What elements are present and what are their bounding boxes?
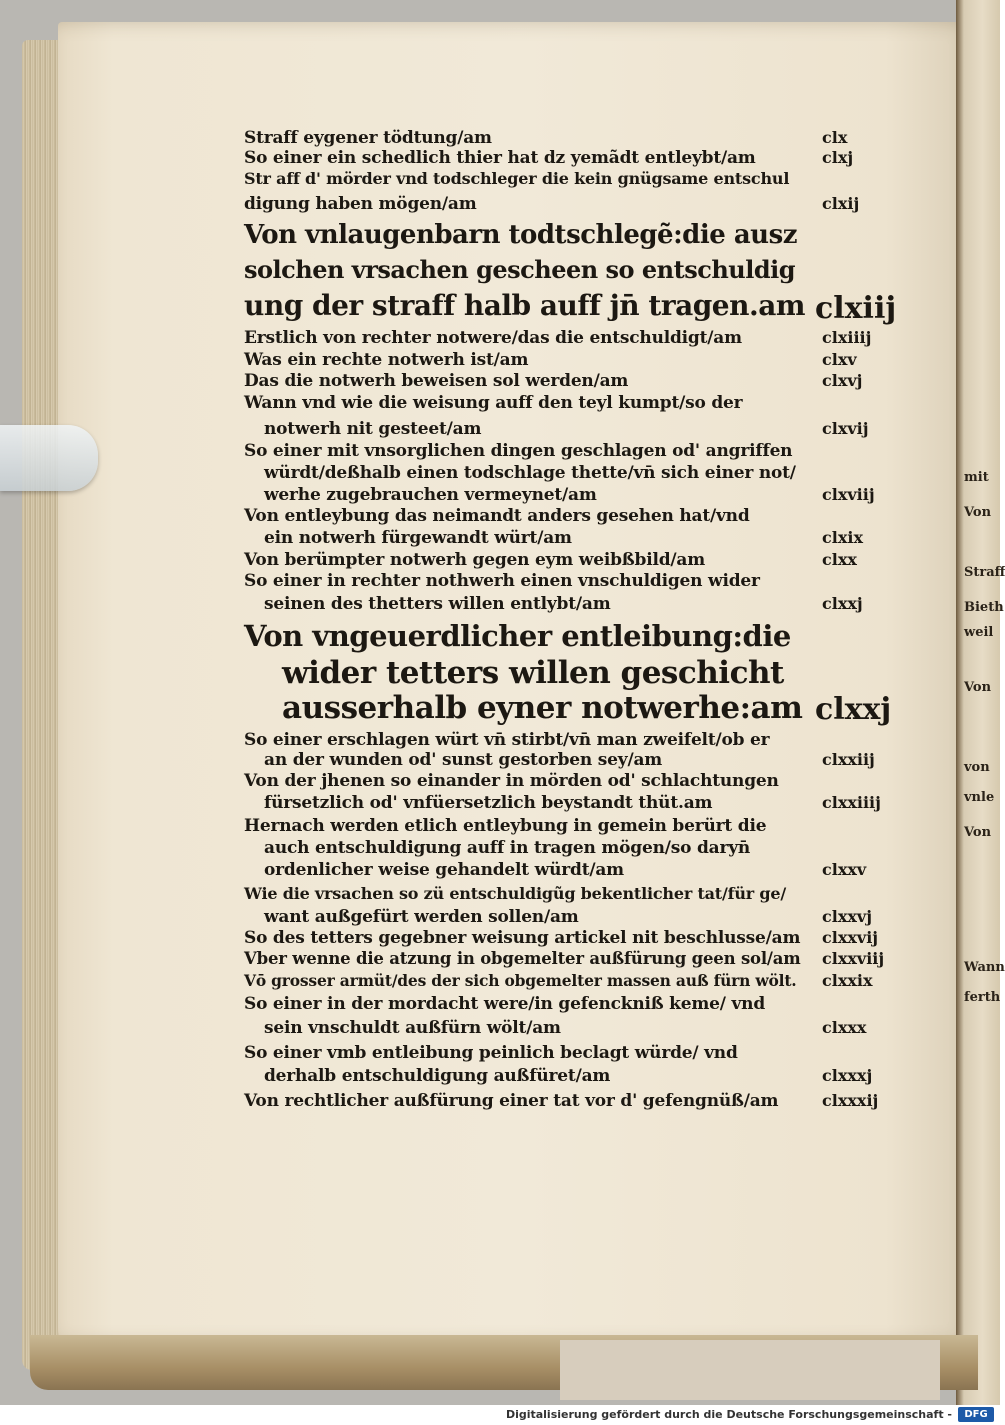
register-entry: Erstlich von rechter notwere/das die entschuldigt/am <box>244 328 742 348</box>
page-reference: clxvij <box>822 419 869 438</box>
register-entry: So einer ein schedlich thier hat dz yemãdt entleybt/am <box>244 148 756 168</box>
page-reference: clxxxij <box>822 1091 879 1110</box>
register-entry: werhe zugebrauchen vermeynet/am <box>264 485 597 505</box>
page-reference: clxviij <box>822 485 875 504</box>
section-heading: wider tetters willen geschicht <box>282 655 784 691</box>
page-reference: clxj <box>822 148 854 167</box>
register-entry: want außgefürt werden sollen/am <box>264 907 579 927</box>
register-entry: seinen des thetters willen entlybt/am <box>264 594 611 614</box>
facing-page-fragment: vnle <box>964 790 995 805</box>
facing-page-fragment: ferth <box>964 990 1001 1005</box>
facing-page-fragment: Bieth <box>964 600 1004 615</box>
register-entry: notwerh nit gesteet/am <box>264 419 482 439</box>
register-entry: würdt/deßhalb einen todschlage thette/vn̄ sich einer not/ <box>264 463 796 483</box>
facing-page-fragment: weil <box>964 625 994 640</box>
register-entry: fürsetzlich od' vnfüersetzlich beystandt thüt.am <box>264 793 713 813</box>
register-entry: So einer vmb entleibung peinlich beclagt würde/ vnd <box>244 1043 738 1063</box>
page-reference: clxxj <box>815 692 892 727</box>
register-entry: Von der jhenen so einander in mörden od' schlachtungen <box>244 771 779 791</box>
register-entry: Vber wenne die atzung in obgemelter außfürung geen sol/am <box>244 949 801 968</box>
register-entry: So einer in der mordacht were/in gefenckniß keme/ vnd <box>244 994 766 1014</box>
facing-page-fragment: Straff <box>964 565 1005 580</box>
register-entry: digung haben mögen/am <box>244 194 477 214</box>
section-heading: Von vngeuerdlicher entleibung:die <box>244 619 791 653</box>
register-entry: auch entschuldigung auff in tragen mögen/so daryn̄ <box>264 838 751 858</box>
page-reference: clxxj <box>822 594 863 613</box>
register-entry: derhalb entschuldigung außfüret/am <box>264 1066 611 1086</box>
footer-bar <box>0 1405 1000 1425</box>
register-entry: ordenlicher weise gehandelt würdt/am <box>264 860 624 880</box>
section-heading: ausserhalb eyner notwerhe:am <box>282 690 803 726</box>
book-cover-patch <box>560 1340 940 1400</box>
section-heading: ung der straff halb auff jn̄ tragen.am <box>244 289 805 322</box>
register-entry: Str aff d' mörder vnd todschleger die kein gnügsame entschul <box>244 169 790 188</box>
page-reference: clxxxj <box>822 1066 873 1085</box>
page-reference: clxxvij <box>822 928 879 947</box>
facing-page-fragment: Von <box>964 680 992 695</box>
section-heading: solchen vrsachen gescheen so entschuldig <box>244 255 796 284</box>
facing-page-edge <box>956 0 1000 1405</box>
facing-page-fragment: Wann <box>964 960 1005 975</box>
register-entry: So einer mit vnsorglichen dingen geschlagen od' angriffen <box>244 441 793 461</box>
page-reference: clxx <box>822 550 857 569</box>
bookmark-clip <box>0 425 98 491</box>
register-entry: So einer in rechter nothwerh einen vnschuldigen wider <box>244 571 760 591</box>
register-entry: Was ein rechte notwerh ist/am <box>244 350 529 370</box>
page-reference: clxiij <box>815 291 897 326</box>
page-reference: clxxviij <box>822 949 885 968</box>
page-reference: clxij <box>822 194 860 213</box>
page-reference: clxxvj <box>822 907 872 926</box>
register-entry: ein notwerh fürgewandt würt/am <box>264 528 572 548</box>
register-entry: Straff eygener tödtung/am <box>244 128 492 148</box>
register-entry: Von entleybung das neimandt anders gesehen hat/vnd <box>244 506 750 526</box>
register-entry: Wie die vrsachen so zü entschuldigũg bekentlicher tat/für ge/ <box>244 884 786 903</box>
page-reference: clxix <box>822 528 863 547</box>
page-reference: clxxx <box>822 1018 867 1037</box>
register-entry: So einer erschlagen würt vn̄ stirbt/vn̄ man zweifelt/ob er <box>244 730 770 750</box>
page-reference: clxxiij <box>822 750 875 769</box>
dfg-logo: DFG <box>958 1407 994 1422</box>
register-entry: Vō grosser armüt/des der sich obgemelter massen auß fürn wölt. <box>244 971 797 990</box>
section-heading: Von vnlaugenbarn todtschlegẽ:die ausz <box>244 220 797 250</box>
register-entry: an der wunden od' sunst gestorben sey/am <box>264 750 663 770</box>
facing-page-fragment: Von <box>964 505 992 520</box>
facing-page-fragment: mit <box>964 470 989 485</box>
register-entry: Von berümpter notwerh gegen eym weibßbild/am <box>244 550 706 570</box>
page-reference: clxxiiij <box>822 793 881 812</box>
register-entry: Von rechtlicher außfürung einer tat vor d' gefengnüß/am <box>244 1091 779 1111</box>
facing-page-fragment: Von <box>964 825 992 840</box>
page-reference: clxv <box>822 350 857 369</box>
page-reference: clxiiij <box>822 328 872 347</box>
facing-page-fragment: von <box>964 760 990 775</box>
page-reference: clxxix <box>822 971 873 990</box>
register-entry: Hernach werden etlich entleybung in gemein berürt die <box>244 816 767 836</box>
funding-credit: Digitalisierung gefördert durch die Deutsche Forschungsgemeinschaft - <box>505 1408 952 1421</box>
register-entry: sein vnschuldt außfürn wölt/am <box>264 1018 561 1038</box>
page-reference: clxvj <box>822 371 863 390</box>
register-entry: Das die notwerh beweisen sol werden/am <box>244 371 629 391</box>
page-reference: clx <box>822 128 848 147</box>
register-entry: Wann vnd wie die weisung auff den teyl kumpt/so der <box>244 393 743 413</box>
register-entry: So des tetters gegebner weisung artickel nit beschlusse/am <box>244 928 801 948</box>
page-reference: clxxv <box>822 860 867 879</box>
